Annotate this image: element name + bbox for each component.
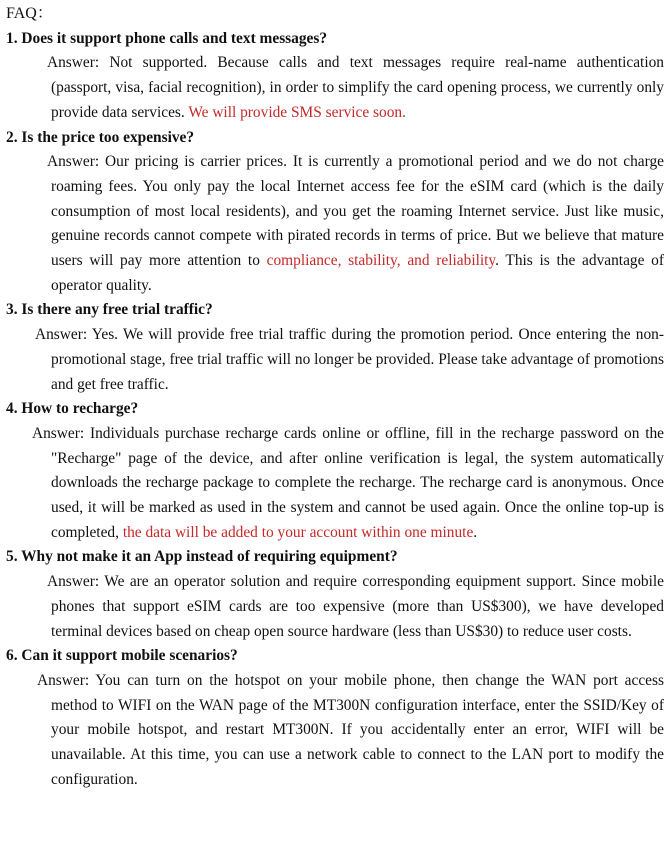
faq-question: 1. Does it support phone calls and text messages? — [6, 29, 328, 47]
answer-highlight: compliance, stability, and reliability — [266, 252, 496, 270]
faq-answer — [6, 323, 664, 397]
faq-answer — [6, 669, 664, 793]
answer-text: Answer: Individuals purchase recharge cards online or offline, fill in the recharge password on the "Recharge" page of the device, and after online verification is legal, the system automatically downloads the recharge package to complete the recharge. The recharge card is anonymous. Once used, it will be marked as used in the system and cannot be used again. Once the online top-up is completed, — [32, 424, 664, 541]
faq-item-4 — [6, 397, 664, 545]
answer-text: . — [473, 523, 478, 541]
faq-item-2 — [6, 126, 664, 299]
answer-text: Answer: You can turn on the hotspot on your mobile phone, then change the WAN port access method to WIFI on the WAN page of the MT300N configuration interface, enter the SSID/Key of your mobile hotspot, and restart MT300N. If you accidentally enter an error, WIFI will be unavailable. At this time, you can use a network cable to connect to the LAN port to modify the configuration. — [37, 671, 664, 788]
faq-answer — [6, 51, 664, 125]
faq-answer — [6, 422, 664, 546]
answer-text: Answer: Our pricing is carrier prices. It is currently a promotional period and we do not charge roaming fees. You only pay the local Internet access fee for the eSIM card (which is the daily consumption of most local residents), and you get the roaming Internet service. Just like music, genuine records cannot compete with pirated records in terms of price. But we believe that mature users will pay more attention to — [47, 153, 664, 270]
answer-highlight: the data will be added to your account within one minute — [122, 523, 474, 541]
faq-answer — [6, 570, 664, 644]
answer-text: . This is the advantage of operator quality. — [51, 252, 664, 294]
faq-item-1 — [6, 27, 664, 126]
faq-question: 3. Is there any free trial traffic? — [6, 301, 213, 319]
faq-question: 6. Can it support mobile scenarios? — [6, 647, 238, 665]
answer-text: Answer: We are an operator solution and require corresponding equipment support. Since mobile phones that support eSIM cards are too expensive (more than US$300), we have developed terminal devices based on cheap open source hardware (less than US$30) to reduce user costs. — [47, 573, 664, 640]
answer-text: Answer: Yes. We will provide free trial traffic during the promotion period. Once entering the non-promotional stage, free trial traffic will no longer be provided. Please take advantage of promotions and get free traffic. — [35, 326, 664, 393]
answer-highlight: We will provide SMS service soon. — [188, 103, 406, 121]
answer-text: Answer: Not supported. Because calls and text messages require real-name authentication (passport, visa, facial recognition), in order to simplify the card opening process, we currently only provide data services. — [47, 54, 664, 121]
faq-question: 2. Is the price too expensive? — [6, 128, 195, 146]
faq-item-5 — [6, 545, 664, 644]
faq-item-6 — [6, 644, 664, 792]
faq-document — [0, 2, 669, 844]
faq-heading: FAQ： — [6, 5, 53, 22]
faq-question: 5. Why not make it an App instead of requiring equipment? — [6, 548, 398, 566]
faq-question: 4. How to recharge? — [6, 400, 139, 418]
faq-item-3 — [6, 298, 664, 397]
faq-answer — [6, 150, 664, 298]
